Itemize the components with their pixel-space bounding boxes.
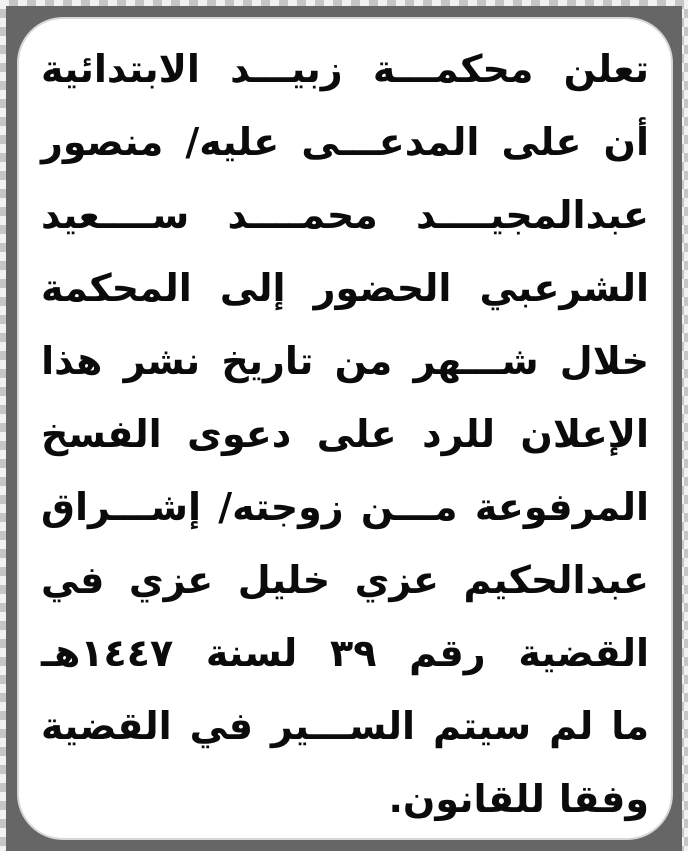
word: الحضور: [313, 266, 452, 310]
word: القضية: [41, 704, 172, 748]
notice-line-10: [41, 690, 649, 763]
word: دعوى: [187, 412, 292, 456]
word: المرفوعة: [474, 485, 649, 529]
word: عزي: [128, 558, 214, 602]
word: الابتدائية: [41, 47, 200, 91]
word: عبدالحكيم: [463, 558, 649, 602]
word: ١٤٤٧هـ: [41, 631, 174, 675]
word: رقم: [409, 631, 486, 675]
notice-line-7: [41, 471, 649, 544]
word: أن: [603, 120, 649, 164]
word: سيتم: [432, 704, 532, 748]
word: القضية: [518, 631, 649, 675]
word: وفقا: [558, 777, 649, 821]
word: المدعـــى: [301, 120, 480, 164]
notice-text: [19, 19, 671, 836]
word: الســـير: [270, 704, 416, 748]
word: شـــهر: [413, 339, 539, 383]
word: للرد: [422, 412, 495, 456]
word: المحكمة: [41, 266, 192, 310]
word: من: [334, 339, 393, 383]
word: خلال: [559, 339, 649, 383]
word: لسنة: [205, 631, 298, 675]
word: إشـــراق: [41, 485, 201, 529]
word: لم: [549, 704, 594, 748]
word: في: [189, 704, 253, 748]
word: زوجته/: [218, 485, 344, 529]
word: منصور: [41, 120, 164, 164]
notice-line-2: [41, 106, 649, 179]
notice-line-9: [41, 617, 649, 690]
word: إلى: [219, 266, 286, 310]
word: تعلن: [563, 47, 649, 91]
notice-line-5: [41, 325, 649, 398]
word: تاريخ: [221, 339, 314, 383]
notice-line-6: [41, 398, 649, 471]
word: على: [501, 120, 582, 164]
word: مـــن: [360, 485, 458, 529]
notice-line-4: [41, 252, 649, 325]
word: الفسخ: [41, 412, 162, 456]
word: عبدالمجيــــد: [416, 193, 649, 237]
word: ســــعيد: [41, 193, 190, 237]
word: على: [316, 412, 397, 456]
notice-line-1: [41, 33, 649, 106]
notice-line-8: [41, 544, 649, 617]
word: محمــــد: [227, 193, 378, 237]
word: ما: [611, 704, 649, 748]
word: للقانون.: [388, 777, 545, 821]
notice-line-11: [41, 763, 649, 836]
notice-panel: [19, 19, 671, 838]
word: ٣٩: [330, 631, 377, 675]
word: في: [41, 558, 105, 602]
word: نشر: [123, 339, 201, 383]
word: الإعلان: [520, 412, 649, 456]
word: الشرعبي: [479, 266, 649, 310]
word: خليل: [237, 558, 331, 602]
word: زبيـــد: [230, 47, 343, 91]
word: عزي: [354, 558, 439, 602]
word: عليه/: [185, 120, 280, 164]
notice-line-3: [41, 179, 649, 252]
word: هذا: [41, 339, 103, 383]
word: محكمـــة: [372, 47, 534, 91]
